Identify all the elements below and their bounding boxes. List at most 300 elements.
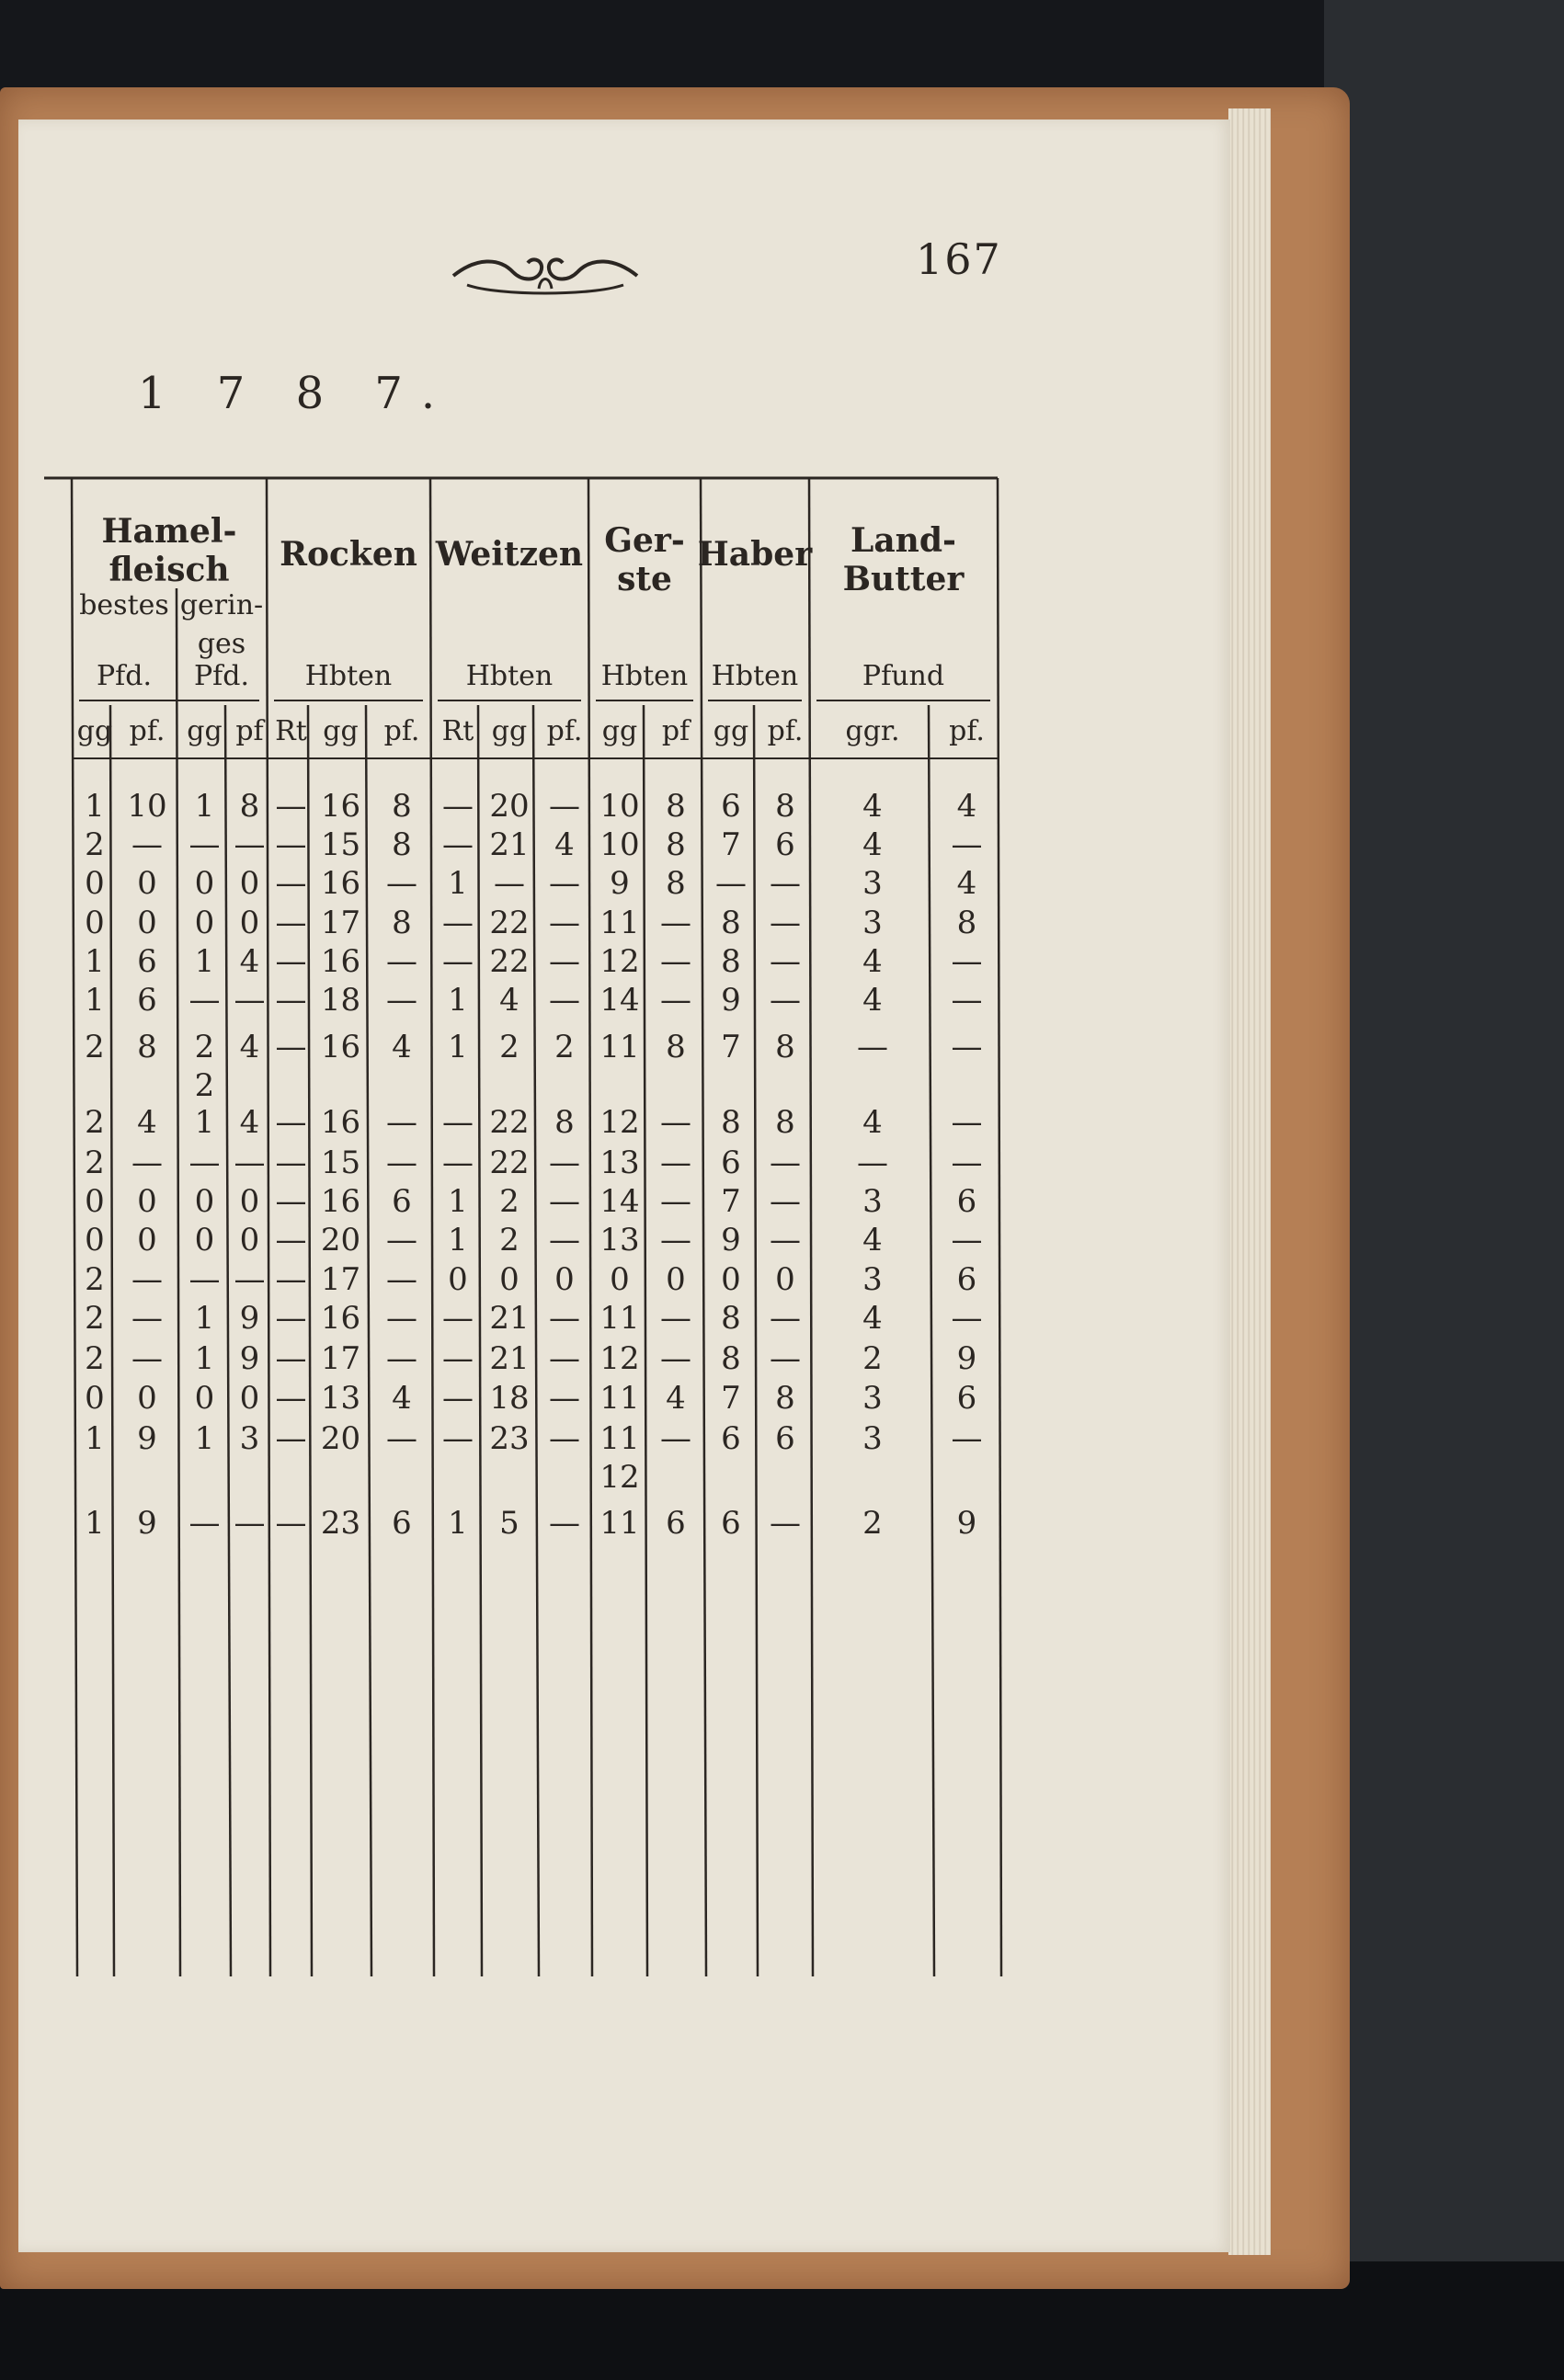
header-hamelfleisch: Hamel- <box>101 512 237 551</box>
table-cell: 4 <box>239 1104 260 1141</box>
table-cell: 6 <box>392 1505 412 1542</box>
table-cell: 4 <box>862 1104 883 1141</box>
table-cell: 0 <box>239 1183 260 1220</box>
table-cell: 6 <box>666 1505 686 1542</box>
table-cell: 16 <box>320 1300 361 1337</box>
table-cell: 8 <box>721 905 741 941</box>
table-cell: 11 <box>599 1300 640 1337</box>
table-cell: 22 <box>489 1144 530 1181</box>
table-cell: 20 <box>320 1420 361 1457</box>
table-cell: 2 <box>85 1144 105 1181</box>
table-cell: 21 <box>489 826 530 863</box>
table-cell: 3 <box>862 1261 883 1298</box>
table-cell: 16 <box>320 943 361 980</box>
column-divider <box>478 705 482 1976</box>
table-cell: 12 <box>599 1104 640 1141</box>
table-cell: — <box>660 1144 691 1181</box>
table-cell: — <box>549 1144 580 1181</box>
table-cell: 6 <box>956 1261 977 1298</box>
table-cell: 0 <box>137 1183 157 1220</box>
header-weitzen: Weitzen <box>435 535 584 574</box>
column-header: pf. <box>767 715 804 747</box>
table-cell: 20 <box>489 788 530 825</box>
column-header: gg <box>187 715 223 747</box>
table-cell: 16 <box>320 1183 361 1220</box>
table-cell: 9 <box>610 865 630 902</box>
table-cell: 22 <box>489 905 530 941</box>
table-cell: — <box>442 1420 474 1457</box>
unit-landbutter: Pfund <box>862 660 945 692</box>
table-cell: 16 <box>320 1029 361 1065</box>
header-landbutter: Butter <box>842 560 965 598</box>
table-cell: 15 <box>320 1144 361 1181</box>
column-header: pf <box>235 715 264 747</box>
table-cell: 21 <box>489 1300 530 1337</box>
column-divider <box>308 705 312 1976</box>
year-heading: 1 7 8 7. <box>138 368 454 419</box>
table-cell: — <box>951 1300 983 1337</box>
table-cell: 1 <box>448 1029 468 1065</box>
table-cell: 11 <box>599 1505 640 1542</box>
unit-gerste: Hbten <box>600 660 689 692</box>
table-cell: — <box>442 1340 474 1377</box>
table-cell: 8 <box>666 865 686 902</box>
table-cell: 3 <box>862 1380 883 1417</box>
table-cell: — <box>770 1300 801 1337</box>
table-cell: 4 <box>956 788 977 825</box>
header-gerste: Ger- <box>604 521 685 560</box>
table-cell: 1 <box>194 1420 215 1457</box>
table-cell: 0 <box>85 905 105 941</box>
table-cell: — <box>386 1104 417 1141</box>
table-cell: — <box>660 905 691 941</box>
table-cell: — <box>770 943 801 980</box>
table-cell: 4 <box>239 1029 260 1065</box>
table-cell: 20 <box>320 1222 361 1258</box>
table-cell: 1 <box>85 943 105 980</box>
table-cell: — <box>951 943 983 980</box>
table-cell: — <box>234 1261 266 1298</box>
table-cell: 22 <box>489 1104 530 1141</box>
table-cell: — <box>857 1144 888 1181</box>
table-cell: 0 <box>194 1222 215 1258</box>
table-cell: — <box>131 1340 163 1377</box>
header-landbutter: Land- <box>850 521 956 560</box>
table-cell: 4 <box>392 1380 412 1417</box>
table-cell: 1 <box>448 1183 468 1220</box>
table-cell: 0 <box>137 1380 157 1417</box>
table-cell: 10 <box>127 788 167 825</box>
table-cell: — <box>386 865 417 902</box>
table-cell: 13 <box>599 1144 640 1181</box>
column-divider <box>110 705 114 1976</box>
table-cell: 4 <box>862 1222 883 1258</box>
column-divider <box>809 478 813 1976</box>
table-cell: 2 <box>85 1261 105 1298</box>
table-cell: — <box>951 1420 983 1457</box>
table-cell: 18 <box>489 1380 530 1417</box>
table-cell: — <box>549 943 580 980</box>
table-cell: 8 <box>956 905 977 941</box>
table-cell: — <box>275 943 307 980</box>
table-cell: 8 <box>392 905 412 941</box>
table-cell: — <box>442 788 474 825</box>
table-cell: — <box>131 1261 163 1298</box>
column-divider <box>588 478 592 1976</box>
table-cell: — <box>131 826 163 863</box>
table-cell: — <box>386 1420 417 1457</box>
table-cell: — <box>234 982 266 1019</box>
table-cell: 4 <box>666 1380 686 1417</box>
table-cell: — <box>442 943 474 980</box>
column-header: pf. <box>383 715 420 747</box>
table-cell: 0 <box>194 905 215 941</box>
table-cell: 11 <box>599 1420 640 1457</box>
table-cell: 4 <box>862 826 883 863</box>
table-cell: — <box>951 1144 983 1181</box>
table-cell: 2 <box>499 1029 519 1065</box>
table-cell: — <box>188 982 221 1019</box>
table-cell: — <box>660 1104 691 1141</box>
table-cell: — <box>386 1340 417 1377</box>
table-cell: — <box>660 1340 691 1377</box>
table-cell: 21 <box>489 1340 530 1377</box>
header-hamelfleisch: fleisch <box>108 551 230 589</box>
table-cell: — <box>549 1505 580 1542</box>
unit-pfd-geringes: Pfd. <box>193 660 250 692</box>
table-cell: 9 <box>137 1420 157 1457</box>
table-cell: 9 <box>956 1505 977 1542</box>
table-cell: — <box>131 1144 163 1181</box>
table-cell: — <box>442 1300 474 1337</box>
table-cell: 3 <box>239 1420 260 1457</box>
column-divider <box>225 705 231 1976</box>
table-cell: 1 <box>85 1420 105 1457</box>
table-cell: — <box>549 865 580 902</box>
table-cell: 2 <box>85 1300 105 1337</box>
table-cell: — <box>549 1380 580 1417</box>
table-cell: — <box>442 905 474 941</box>
table-cell: — <box>131 1300 163 1337</box>
table-cell: — <box>275 1380 307 1417</box>
table-cell: 18 <box>320 982 361 1019</box>
table-cell: 1 <box>85 982 105 1019</box>
table-cell: — <box>660 943 691 980</box>
column-divider <box>701 478 706 1976</box>
table-cell: — <box>442 1104 474 1141</box>
table-cell: 2 <box>194 1067 215 1104</box>
table-cell: — <box>660 1183 691 1220</box>
table-cell: — <box>275 865 307 902</box>
table-cell: — <box>275 1300 307 1337</box>
table-cell: 0 <box>239 1380 260 1417</box>
table-cell: — <box>951 1222 983 1258</box>
table-cell: 0 <box>239 905 260 941</box>
table-cell: 5 <box>499 1505 519 1542</box>
table-cell: 1 <box>448 865 468 902</box>
table-cell: 3 <box>862 865 883 902</box>
table-cell: 6 <box>137 982 157 1019</box>
table-cell: — <box>188 1144 221 1181</box>
table-cell: 17 <box>320 905 361 941</box>
table-cell: 10 <box>599 826 640 863</box>
table-cell: — <box>857 1029 888 1065</box>
table-cell: — <box>386 982 417 1019</box>
table-cell: 2 <box>499 1222 519 1258</box>
table-cell: 17 <box>320 1340 361 1377</box>
table-cell: 7 <box>721 1029 741 1065</box>
table-cell: 7 <box>721 1183 741 1220</box>
table-cell: — <box>770 982 801 1019</box>
table-cell: 4 <box>862 982 883 1019</box>
table-cell: 14 <box>599 1183 640 1220</box>
table-cell: 9 <box>137 1505 157 1542</box>
column-header: gg <box>76 715 113 747</box>
table-cell: 9 <box>956 1340 977 1377</box>
table-cell: — <box>234 826 266 863</box>
table-cell: 4 <box>862 1300 883 1337</box>
table-cell: 3 <box>862 1420 883 1457</box>
table-cell: 3 <box>862 1183 883 1220</box>
table-cell: 1 <box>194 943 215 980</box>
table-cell: 8 <box>775 1380 795 1417</box>
table-cell: — <box>442 1380 474 1417</box>
table-cell: — <box>386 1222 417 1258</box>
table-cell: 8 <box>554 1104 575 1141</box>
column-header: gg <box>323 715 359 747</box>
table-cell: — <box>275 1420 307 1457</box>
column-divider <box>267 478 270 1976</box>
table-cell: — <box>188 1261 221 1298</box>
table-cell: — <box>951 1104 983 1141</box>
table-cell: 22 <box>489 943 530 980</box>
table-cell: — <box>275 1505 307 1542</box>
table-cell: 12 <box>599 1340 640 1377</box>
table-cell: 4 <box>862 788 883 825</box>
column-header: Rt <box>441 715 474 747</box>
table-cell: — <box>951 982 983 1019</box>
table-cell: 0 <box>239 865 260 902</box>
table-cell: 2 <box>85 1029 105 1065</box>
column-divider <box>366 705 371 1976</box>
table-cell: — <box>770 905 801 941</box>
table-cell: 8 <box>775 788 795 825</box>
table-cell: 0 <box>85 1222 105 1258</box>
table-cell: 16 <box>320 1104 361 1141</box>
table-cell: 15 <box>320 826 361 863</box>
table-cell: 11 <box>599 1380 640 1417</box>
table-cell: — <box>770 1340 801 1377</box>
table-cell: — <box>275 1183 307 1220</box>
table-cell: 14 <box>599 982 640 1019</box>
table-cell: 7 <box>721 1380 741 1417</box>
table-cell: 4 <box>137 1104 157 1141</box>
table-cell: 0 <box>666 1261 686 1298</box>
table-cell: — <box>951 1029 983 1065</box>
table-cell: 23 <box>489 1420 530 1457</box>
table-cell: — <box>660 1222 691 1258</box>
column-header: pf. <box>546 715 583 747</box>
table-cell: 2 <box>85 826 105 863</box>
table-cell: 0 <box>610 1261 630 1298</box>
table-cell: — <box>549 788 580 825</box>
table-cell: — <box>549 1222 580 1258</box>
table-cell: 0 <box>499 1261 519 1298</box>
table-cell: 11 <box>599 1029 640 1065</box>
table-cell: 8 <box>666 1029 686 1065</box>
table-cell: 2 <box>499 1183 519 1220</box>
table-cell: — <box>442 826 474 863</box>
table-cell: 1 <box>194 788 215 825</box>
column-divider <box>72 478 77 1976</box>
table-cell: — <box>770 1505 801 1542</box>
table-cell: 6 <box>721 1144 741 1181</box>
table-cell: 8 <box>721 1300 741 1337</box>
unit-pfd-bestes: Pfd. <box>96 660 153 692</box>
table-cell: — <box>549 1420 580 1457</box>
table-cell: 1 <box>448 982 468 1019</box>
unit-weitzen: Hbten <box>465 660 554 692</box>
table-cell: 0 <box>85 865 105 902</box>
table-cell: 8 <box>666 788 686 825</box>
table-cell: 0 <box>194 865 215 902</box>
table-cell: — <box>951 826 983 863</box>
table-cell: 1 <box>448 1222 468 1258</box>
column-header: gg <box>713 715 749 747</box>
table-cell: — <box>770 865 801 902</box>
table-cell: 1 <box>448 1505 468 1542</box>
table-cell: 9 <box>721 1222 741 1258</box>
table-cell: — <box>770 1144 801 1181</box>
table-cell: 4 <box>392 1029 412 1065</box>
column-header: Rt <box>275 715 307 747</box>
table-cell: 6 <box>392 1183 412 1220</box>
table-cell: 0 <box>85 1380 105 1417</box>
header-gerste: ste <box>617 560 672 598</box>
table-cell: — <box>386 1144 417 1181</box>
table-cell: — <box>275 1104 307 1141</box>
table-cell: 16 <box>320 865 361 902</box>
table-cell: 2 <box>85 1104 105 1141</box>
table-cell: — <box>275 1144 307 1181</box>
table-cell: 0 <box>137 865 157 902</box>
table-cell: 6 <box>775 1420 795 1457</box>
table-cell: — <box>549 1183 580 1220</box>
table-cell: 11 <box>599 905 640 941</box>
table-cell: — <box>275 1340 307 1377</box>
table-cell: — <box>275 905 307 941</box>
table-cell: — <box>549 982 580 1019</box>
table-cell: — <box>386 943 417 980</box>
table-cell: 0 <box>194 1183 215 1220</box>
table-cell: — <box>386 1300 417 1337</box>
table-cell: 13 <box>320 1380 361 1417</box>
table-cell: — <box>275 1029 307 1065</box>
table-cell: 0 <box>775 1261 795 1298</box>
table-cell: 13 <box>599 1222 640 1258</box>
column-divider <box>754 705 758 1976</box>
table-cell: 8 <box>721 1340 741 1377</box>
table-cell: 23 <box>320 1505 361 1542</box>
table-cell: 2 <box>194 1029 215 1065</box>
table-cell: 17 <box>320 1261 361 1298</box>
table-cell: — <box>275 788 307 825</box>
table-cell: 1 <box>85 1505 105 1542</box>
table-cell: 1 <box>85 788 105 825</box>
header-rocken: Rocken <box>280 535 417 574</box>
column-header: gg <box>491 715 528 747</box>
table-cell: 0 <box>194 1380 215 1417</box>
table-cell: 2 <box>862 1340 883 1377</box>
table-cell: 8 <box>721 1104 741 1141</box>
table-cell: 7 <box>721 826 741 863</box>
table-cell: 9 <box>239 1300 260 1337</box>
page-number: 167 <box>916 234 1002 284</box>
unit-haber: Hbten <box>711 660 799 692</box>
table-cell: 6 <box>956 1380 977 1417</box>
table-cell: — <box>275 826 307 863</box>
table-cell: 1 <box>194 1104 215 1141</box>
unit-rocken: Hbten <box>304 660 393 692</box>
table-cell: — <box>386 1261 417 1298</box>
table-cell: — <box>275 1222 307 1258</box>
column-header: ggr. <box>845 715 900 747</box>
table-cell: — <box>442 1144 474 1181</box>
table-cell: — <box>494 865 525 902</box>
table-cell: 6 <box>721 788 741 825</box>
table-cell: 8 <box>392 826 412 863</box>
table-cell: — <box>188 826 221 863</box>
table-cell: 6 <box>775 826 795 863</box>
table-cell: 0 <box>137 905 157 941</box>
table-cell: 2 <box>554 1029 575 1065</box>
subheader-bestes: bestes <box>79 589 169 621</box>
table-cell: — <box>188 1505 221 1542</box>
table-cell: — <box>549 1340 580 1377</box>
table-cell: — <box>660 982 691 1019</box>
table-cell: 0 <box>85 1183 105 1220</box>
column-divider <box>998 478 1001 1976</box>
table-cell: — <box>770 1222 801 1258</box>
table-cell: 4 <box>554 826 575 863</box>
table-cell: 8 <box>392 788 412 825</box>
table-cell: 9 <box>721 982 741 1019</box>
table-cell: — <box>275 982 307 1019</box>
table-cell: 4 <box>239 943 260 980</box>
table-cell: 10 <box>599 788 640 825</box>
table-cell: 6 <box>721 1420 741 1457</box>
table-cell: 8 <box>775 1104 795 1141</box>
table-cell: 0 <box>137 1222 157 1258</box>
table-cell: 9 <box>239 1340 260 1377</box>
table-cell: 6 <box>721 1505 741 1542</box>
table-cell: — <box>660 1420 691 1457</box>
column-divider <box>430 478 434 1976</box>
column-header: pf. <box>949 715 985 747</box>
column-divider <box>929 705 934 1976</box>
table-cell: 2 <box>862 1505 883 1542</box>
header-haber: Haber <box>697 535 813 574</box>
table-cell: — <box>549 905 580 941</box>
column-header: gg <box>601 715 638 747</box>
table-cell: 16 <box>320 788 361 825</box>
table-cell: — <box>549 1300 580 1337</box>
table-cell: 8 <box>666 826 686 863</box>
column-header: pf <box>661 715 691 747</box>
table-cell: 0 <box>554 1261 575 1298</box>
table-cell: 12 <box>599 943 640 980</box>
table-cell: 6 <box>137 943 157 980</box>
